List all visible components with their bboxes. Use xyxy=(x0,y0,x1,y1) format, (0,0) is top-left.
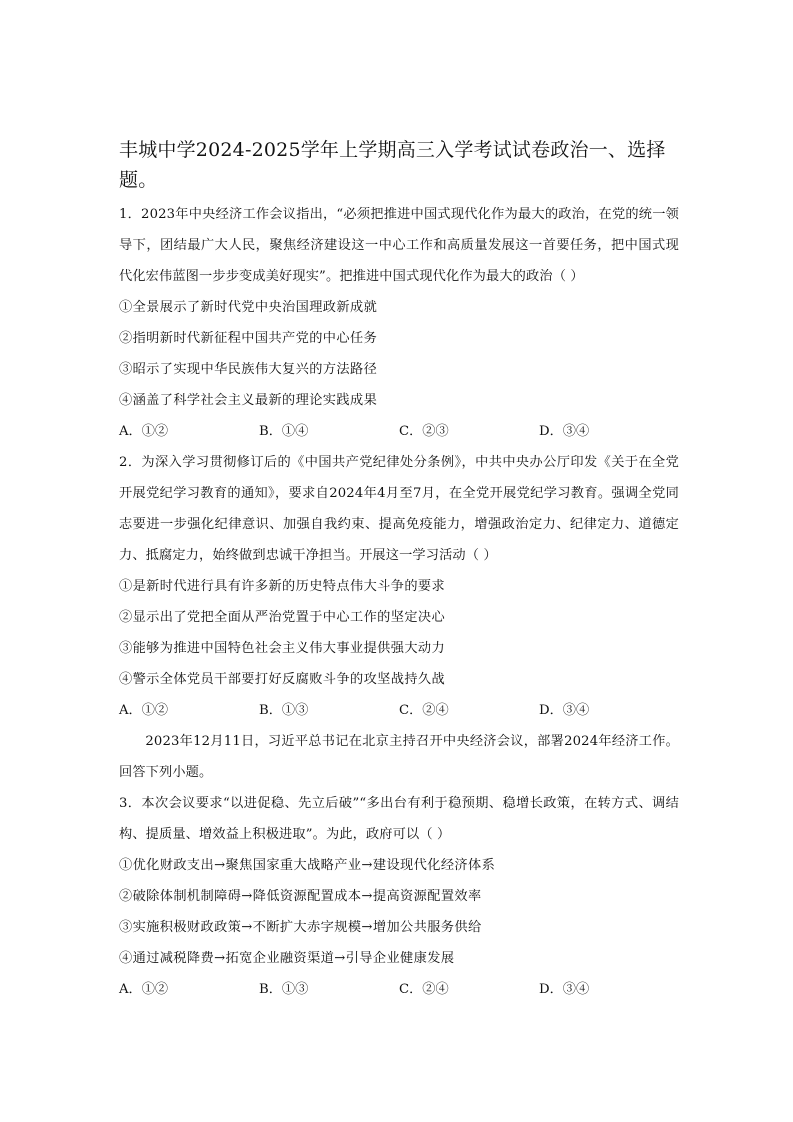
statement-option: ③昭示了实现中华民族伟大复兴的方法路径 xyxy=(119,362,378,377)
statement-option: ④通过减税降费→拓宽企业融资渠道→引导企业健康发展 xyxy=(119,951,455,966)
question-stem: 3．本次会议要求“以进促稳、先立后破”“多出台有利于稳预期、稳增长政策，在转方式、调结构、提质量、增效益上积极进取”。为此，政府可以（ ） xyxy=(119,796,679,842)
answer-choices xyxy=(119,416,679,447)
choice-a: A．①② xyxy=(119,703,169,718)
statement-option: ③能够为推进中国特色社会主义伟大事业提供强大动力 xyxy=(119,641,446,656)
choice-a: A．①② xyxy=(119,424,169,439)
choice-b: B．①③ xyxy=(259,703,309,718)
question-stem: 2．为深入学习贯彻修订后的《中国共产党纪律处分条例》，中共中央办公厅印发《关于在全党开展党纪学习教育的通知》，要求自2024年4月至7月，在全党开展党纪学习教育。强调全党同志要进一步强化纪律意识、加强自我约束、提高免疫能力，增强政治定力、纪律定力、道德定力、抵腐定力，始终做到忠诚干净担当。开展这一学习活动（ ） xyxy=(119,455,679,563)
choice-c: C．②④ xyxy=(399,703,449,718)
statement-option: ③实施积极财政政策→不断扩大赤字规模→增加公共服务供给 xyxy=(119,920,482,935)
choice-b: B．①④ xyxy=(259,424,309,439)
answer-choices xyxy=(119,974,679,1005)
choice-d: D．③④ xyxy=(539,982,590,997)
choice-d: D．③④ xyxy=(539,703,590,718)
statement-option: ④涵盖了科学社会主义最新的理论实践成果 xyxy=(119,393,378,408)
choice-b: B．①③ xyxy=(259,982,309,997)
choice-c: C．②③ xyxy=(399,424,449,439)
page-content xyxy=(119,135,679,1005)
choice-c: C．②④ xyxy=(399,982,449,997)
choice-d: D．③④ xyxy=(539,424,590,439)
exam-title: 丰城中学2024-2025学年上学期高三入学考试试卷政治一、选择题。 xyxy=(119,139,666,191)
reading-material: 2023年12月11日，习近平总书记在北京主持召开中央经济会议，部署2024年经济工作。回答下列小题。 xyxy=(119,734,679,780)
statement-option: ②显示出了党把全面从严治党置于中心工作的坚定决心 xyxy=(119,610,446,625)
statement-option: ②指明新时代新征程中国共产党的中心任务 xyxy=(119,331,378,346)
answer-choices xyxy=(119,695,679,726)
question-1 xyxy=(119,199,679,447)
statement-option: ①是新时代进行具有许多新的历史特点伟大斗争的要求 xyxy=(119,579,446,594)
statement-option: ②破除体制机制障碍→降低资源配置成本→提高资源配置效率 xyxy=(119,889,482,904)
question-2 xyxy=(119,447,679,726)
statement-option: ④警示全体党员干部要打好反腐败斗争的攻坚战持久战 xyxy=(119,672,446,687)
question-3 xyxy=(119,788,679,1005)
statement-option: ①全景展示了新时代党中央治国理政新成就 xyxy=(119,300,378,315)
choice-a: A．①② xyxy=(119,982,169,997)
statement-option: ①优化财政支出→聚焦国家重大战略产业→建设现代化经济体系 xyxy=(119,858,496,873)
question-stem: 1．2023年中央经济工作会议指出，“必须把推进中国式现代化作为最大的政治，在党的统一领导下，团结最广大人民，聚焦经济建设这一中心工作和高质量发展这一首要任务，把中国式现代化宏伟蓝图一步步变成美好现实”。把推进中国式现代化作为最大的政治（ ） xyxy=(119,207,679,284)
